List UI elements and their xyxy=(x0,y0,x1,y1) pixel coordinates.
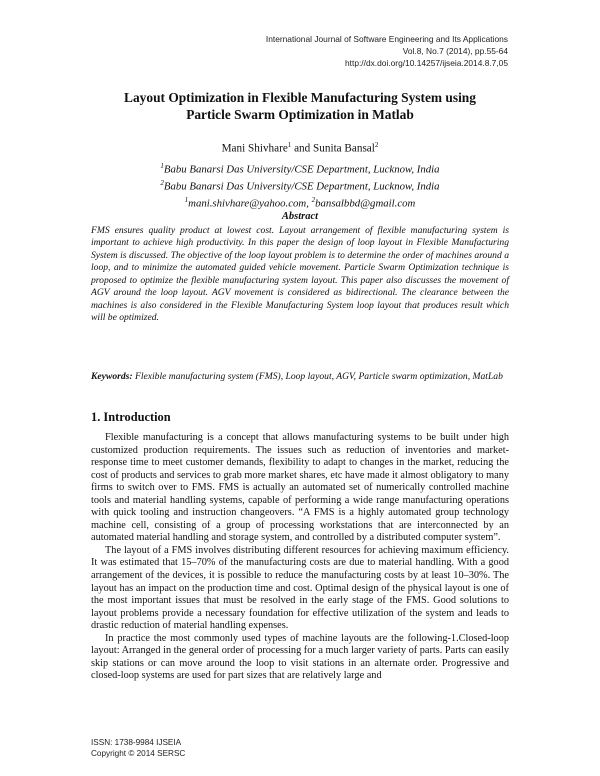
affiliation-2: $^2$Babu Banarsi Das University/CSE Department, Lucknow, India xyxy=(160,178,440,193)
footer-copyright: Copyright © 2014 SERSC xyxy=(91,749,186,758)
paragraph: Flexible manufacturing is a concept that allows manufacturing systems to be built under high customized production requirements. The issues such as reduction of inventories and market-response time to meet customer demands, flexibility to adapt to changes in the market, reducing the cost of products and services to grab more market shares, etc have made it almost obligatory to many firms to switch over to FMS. FMS is actually an automated set of numerically controlled machine tools and material handling systems, capable of performing a wide range manufacturing operations with quick tooling and instruction changeovers. “A FMS is a highly automated group technology machine cell, consisting of a group of processing workstations that are interconnected by an automated material handling and storage system, and controlled by a distributed computer system”. xyxy=(91,432,509,544)
abstract-heading: Abstract xyxy=(281,211,319,222)
keywords-label: Keywords: xyxy=(91,371,133,382)
journal-header xyxy=(266,34,508,69)
affiliation-1: $^1$Babu Banarsi Das University/CSE Department, Lucknow, India xyxy=(160,162,440,176)
author-2-sup: 2 xyxy=(374,141,379,149)
email-1[interactable]: mani.shivhare@yahoo.com, xyxy=(188,197,312,210)
keywords xyxy=(91,371,509,383)
author-list xyxy=(80,141,520,155)
email-2[interactable]: bansalbbd@gmail.com xyxy=(315,197,416,210)
journal-name: International Journal of Software Engineering and Its Applications xyxy=(265,34,508,44)
paragraph: The layout of a FMS involves distributing different resources for achieving maximum efficiency. It was estimated that 15–70% of the manufacturing costs are due to material handling. With a good arrangement of the devices, it is possible to reduce the manufacturing costs by at least 10–30%. The layout has an impact on the production time and cost. Optimal design of the physical layout is one of the most important issues that must be resolved in the early stage of the FMS. Good solutions to layout problems provide a necessary foundation for effective utilization of the system and leads to drastic reduction of material handling expenses. xyxy=(91,544,509,632)
title-line-1: Layout Optimization in Flexible Manufacturing System using xyxy=(124,90,476,105)
author-2: Sunita Bansal xyxy=(313,142,375,155)
author-conjunction: and xyxy=(291,142,314,155)
abstract-text: FMS ensures quality product at lowest cost. Layout arrangement of flexible manufacturing system is important to achieve high productivity. In this paper the design of loop layout in Flexible Manufacturing System is discussed. The objective of the loop layout problem is to determine the order of machines around a loop, and to minimize the automated guided vehicle movement. Particle Swarm Optimization technique is proposed to optimize the flexible manufacturing system layout. This paper also discusses the movement of AGV around the loop layout. AGV movement is considered as bidirectional. The clearance between the machines is also considered in the Flexible Manufacturing System loop layout that produces result which will be optimized. xyxy=(91,225,509,324)
page-footer xyxy=(91,737,185,759)
keywords-text: Flexible manufacturing system (FMS), Loop layout, AGV, Particle swarm optimization, MatLab xyxy=(132,371,503,382)
section-heading-introduction: 1. Introduction xyxy=(91,410,171,424)
journal-doi[interactable]: http://dx.doi.org/10.14257/ijseia.2014.8.7,05 xyxy=(345,57,508,68)
title-line-2: Particle Swarm Optimization in Matlab xyxy=(186,106,414,122)
introduction-body xyxy=(91,432,509,683)
paragraph: In practice the most commonly used types of machine layouts are the following-1.Closed-loop layout: Arranged in the general order of processing for a much larger variety of parts. Parts can easily skip stations or can move around the loop to visit stations in an alternate order. Progressive and closed-loop systems are used for part sizes that are relatively large and xyxy=(91,632,509,682)
journal-volume: Vol.8, No.7 (2014), pp.55-64 xyxy=(402,45,508,56)
author-emails: $^1$mani.shivhare@yahoo.com, $^2$bansalbbd@gmail.com xyxy=(184,195,416,210)
affiliations xyxy=(80,160,520,210)
author-1: Mani Shivhare xyxy=(221,142,288,155)
author-1-sup: 1 xyxy=(287,141,292,149)
footer-issn: ISSN: 1738-9984 IJSEIA xyxy=(91,738,182,747)
paper-title xyxy=(80,90,520,124)
